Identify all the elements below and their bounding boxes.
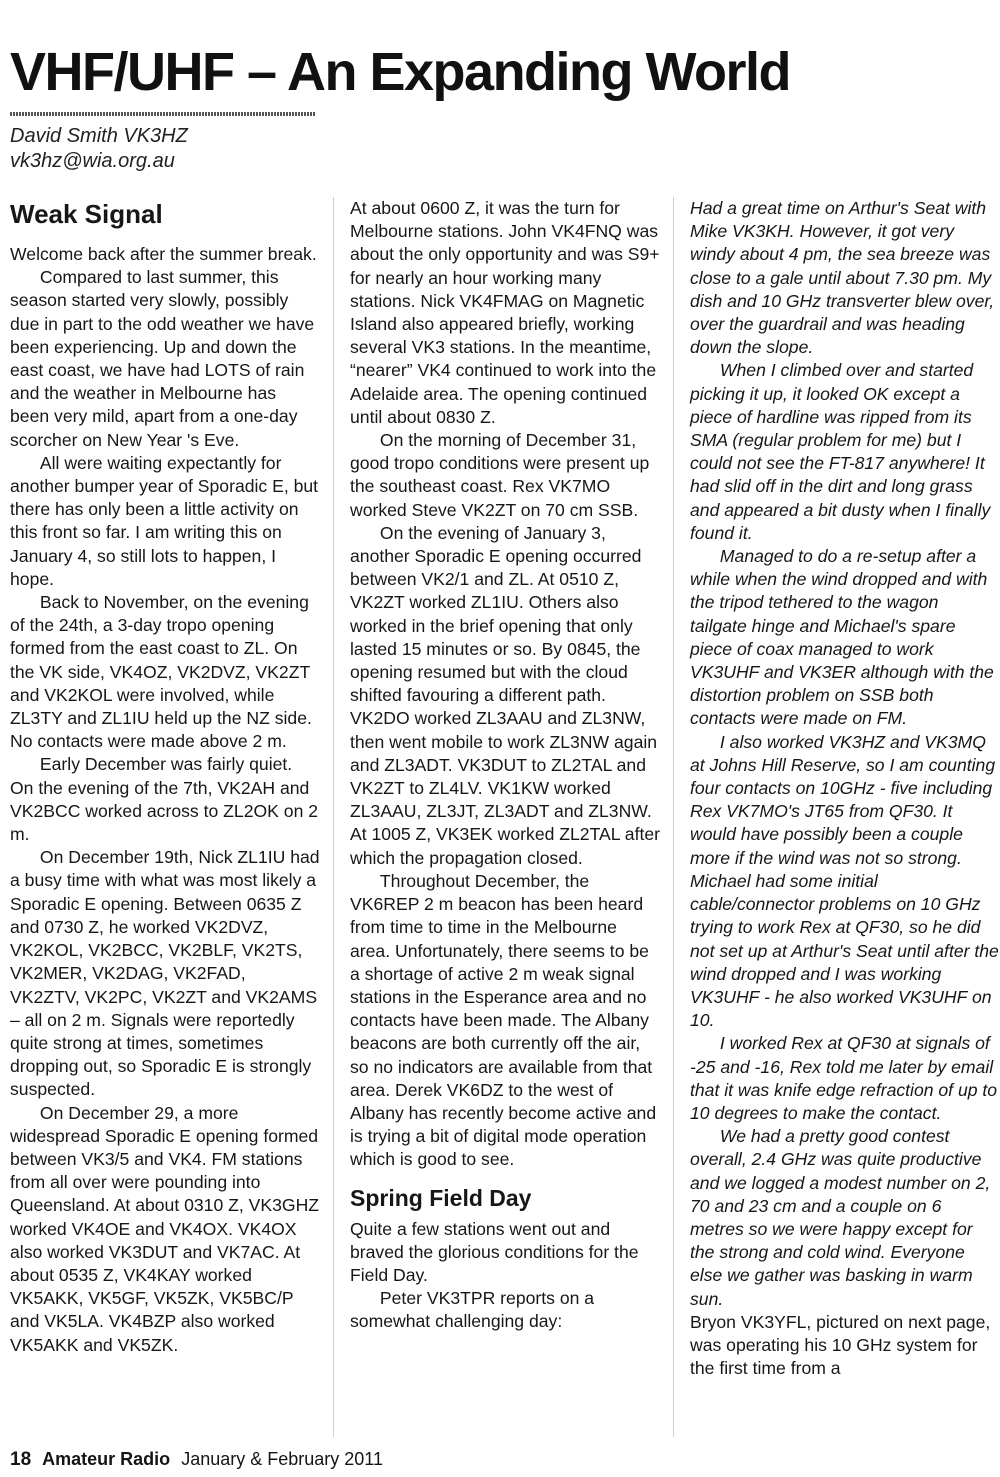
paragraph: All were waiting expectantly for another bumper year of Sporadic E, but there has only been a little activity on this front so far. I am writing this on January 4, so still lots to happen, I hope. <box>10 452 319 589</box>
title-underline <box>10 112 315 116</box>
section-heading-spring-field-day: Spring Field Day <box>350 1184 532 1211</box>
paragraph: On the morning of December 31, good tropo conditions were present up the southeast coast. Rex VK7MO worked Steve VK2ZT on 70 cm SSB. <box>350 430 650 520</box>
paragraph: Peter VK3TPR reports on a somewhat challenging day: <box>350 1288 595 1332</box>
paragraph: Bryon VK3YFL, pictured on next page, was operating his 10 GHz system for the first time from a <box>690 1311 991 1379</box>
quote-paragraph: We had a pretty good contest overall, 2.4 GHz was quite productive and we logged a modest number on 2, 70 and 23 cm and a couple on 6 metres so we were happy except for the strong and cold wind. Everyone else we gather was basking in warm sun. <box>690 1126 991 1309</box>
section-heading-weak-signal: Weak Signal <box>10 199 163 229</box>
issue-date: January & February 2011 <box>181 1449 383 1469</box>
paragraph: Welcome back after the summer break. <box>10 244 317 264</box>
article-title: VHF/UHF – An Expanding World <box>10 42 790 102</box>
paragraph: Early December was fairly quiet. On the evening of the 7th, VK2AH and VK2BCC worked across to ZL2OK on 2 m. <box>10 754 319 845</box>
byline <box>10 124 188 174</box>
paragraph: Quite a few stations went out and braved the glorious conditions for the Field Day. <box>350 1218 639 1285</box>
quote-paragraph: I worked Rex at QF30 at signals of -25 and -16, Rex told me later by email that it was knife edge refraction of up to 10 degrees to make the contact. <box>690 1033 998 1123</box>
author-email[interactable]: vk3hz@wia.org.au <box>10 150 175 172</box>
column-3 <box>690 197 1000 1380</box>
column-divider <box>333 197 334 1437</box>
paragraph: At about 0600 Z, it was the turn for Melbourne stations. John VK4FNQ was about the only opportunity and was S9+ for nearly an hour working many stations. Nick VK4FMAG on Magnetic Island also appeared briefly, working several VK3 stations. In the meantime, “nearer” VK4 continued to work into the Adelaide area. The opening continued until about 0830 Z. <box>350 198 660 427</box>
column-divider <box>673 197 674 1437</box>
paragraph: Throughout December, the VK6REP 2 m beacon has been heard from time to time in the Melbourne area. Unfortunately, there seems to be a shortage of active 2 m weak signal stations in the Esperance area and no contacts have been made. The Albany beacons are both currently off the air, so no indicators are available from that area. Derek VK6DZ to the west of Albany has recently become active and is trying a bit of digital mode operation which is good to see. <box>350 870 657 1170</box>
quote-paragraph: I also worked VK3HZ and VK3MQ at Johns Hill Reserve, so I am counting four contacts on 10GHz - five including Rex VK7MO's JT65 from QF30. It would have possibly been a couple more if the wind was not so strong. Michael had some initial cable/connector problems on 10 GHz trying to work Rex at QF30, so he did not set up at Arthur's Seat until after the wind dropped and I was working VK3UHF - he also worked VK3UHF on 10. <box>690 731 999 1031</box>
author-name: David Smith VK3HZ <box>10 125 188 147</box>
page-footer <box>10 1448 383 1471</box>
quote-paragraph: When I climbed over and started picking it up, it looked OK except a piece of hardline was ripped from its SMA (regular problem for me) but I could not see the FT-817 anywhere! It had slid off in the dirt and long grass and appeared a bit dusty when I finally found it. <box>690 360 991 543</box>
column-2 <box>350 197 660 1334</box>
quote-paragraph: Had a great time on Arthur's Seat with Mike VK3KH. However, it got very windy about 4 pm, the sea breeze was close to a gale until about 7.30 pm. My dish and 10 GHz transverter blew over, over the guardrail and was heading down the slope. <box>690 198 995 358</box>
paragraph: Back to November, on the evening of the 24th, a 3-day tropo opening formed from the east coast to ZL. On the VK side, VK4OZ, VK2DVZ, VK2ZT and VK2KOL were involved, while ZL3TY and ZL1IU held up the NZ side. No contacts were made above 2 m. <box>10 592 312 752</box>
column-1 <box>10 197 320 1357</box>
paragraph: On December 29, a more widespread Sporadic E opening formed between VK3/5 and VK4. FM stations from all over were pounding into Queensland. At about 0310 Z, VK3GHZ worked VK4OE and VK4OX. VK4OX also worked VK3DUT and VK7AC. At about 0535 Z, VK4KAY worked VK5AKK, VK5GF, VK5ZK, VK5BC/P and VK5LA. VK4BZP also worked VK5AKK and VK5ZK. <box>10 1102 320 1355</box>
quote-paragraph: Managed to do a re-setup after a while when the wind dropped and with the tripod tethered to the wagon tailgate hinge and Michael's spare piece of coax managed to work VK3UHF and VK3ER although with the distortion problem on SSB both contacts were made on FM. <box>690 546 994 729</box>
paragraph: On the evening of January 3, another Sporadic E opening occurred between VK2/1 and ZL. At 0510 Z, VK2ZT worked ZL1IU. Others also worked in the brief opening that only lasted 15 minutes or so. By 0845, the opening resumed but with the cloud shifted favouring a different path. VK2DO worked ZL3AAU and ZL3NW, then went mobile to work ZL3NW again and ZL3ADT. VK3DUT to ZL2TAL and VK2ZT to ZL4LV. VK1KW worked ZL3AAU, ZL3JT, ZL3ADT and ZL3NW. At 1005 Z, VK3EK worked ZL2TAL after which the propagation closed. <box>350 522 660 868</box>
page-number: 18 <box>10 1449 32 1470</box>
paragraph: On December 19th, Nick ZL1IU had a busy time with what was most likely a Sporadic E opening. Between 0635 Z and 0730 Z, he worked VK2DVZ, VK2KOL, VK2BCC, VK2BLF, VK2TS, VK2MER, VK2DAG, VK2FAD, VK2ZTV, VK2PC, VK2ZT and VK2AMS – all on 2 m. Signals were reportedly quite strong at times, sometimes dropping out, so Sporadic E is strongly suspected. <box>10 847 320 1100</box>
paragraph: Compared to last summer, this season started very slowly, possibly due in part to the odd weather we have been experiencing. Up and down the east coast, we have had LOTS of rain and the weather in Melbourne has been very mild, apart from a one-day scorcher on New Year 's Eve. <box>10 267 315 450</box>
magazine-name: Amateur Radio <box>42 1449 171 1469</box>
